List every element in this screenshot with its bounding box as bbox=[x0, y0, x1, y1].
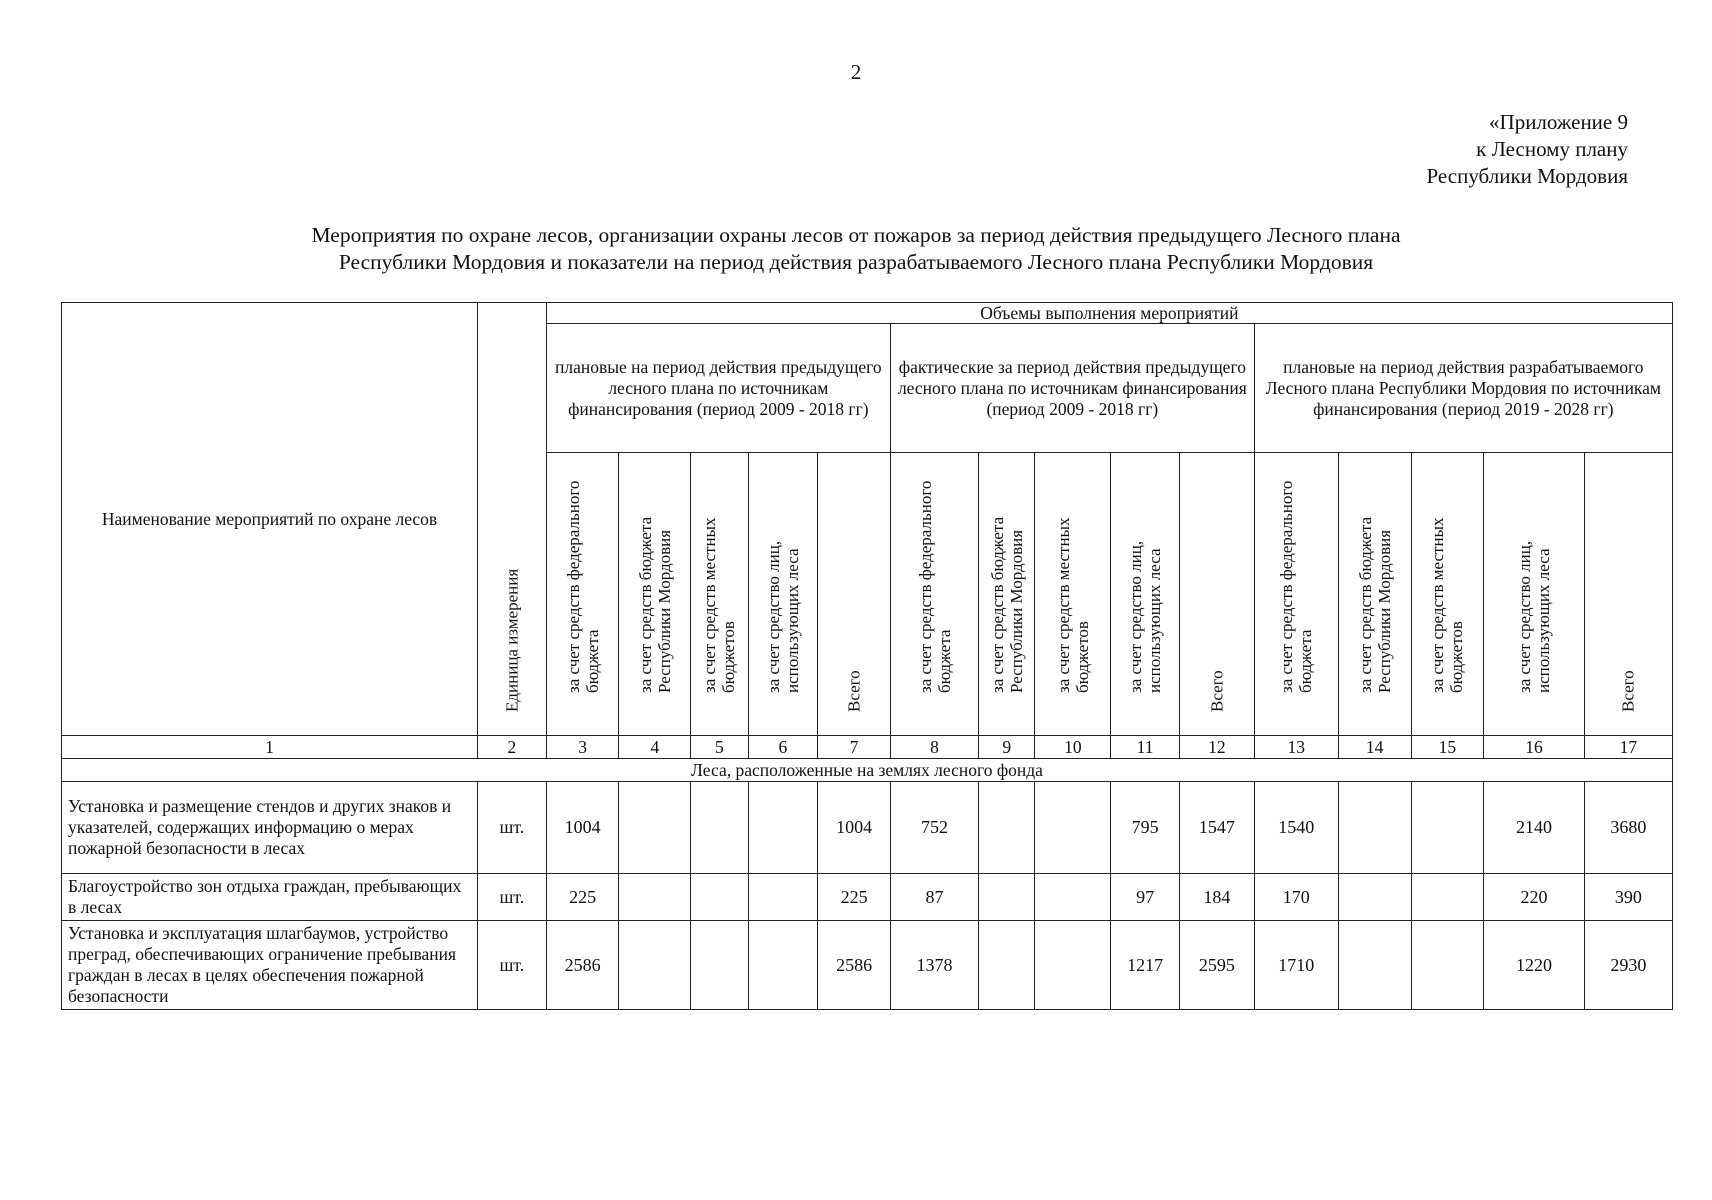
header-subcolumn-line-2: бюджета bbox=[1296, 629, 1316, 693]
header-subcolumn-line-1: Всего bbox=[1207, 670, 1227, 712]
header-volumes: Объемы выполнения мероприятий bbox=[546, 303, 1672, 324]
value-cell: 2930 bbox=[1584, 921, 1672, 1010]
header-subcolumn-line-1: за счет средств федерального bbox=[1277, 480, 1297, 693]
document-title bbox=[0, 222, 1712, 276]
value-cell: 2586 bbox=[546, 921, 619, 1010]
value-cell bbox=[1411, 782, 1484, 874]
header-subcolumn bbox=[691, 453, 748, 736]
appendix-note bbox=[1427, 109, 1628, 190]
measure-unit: шт. bbox=[478, 921, 547, 1010]
header-subcolumn bbox=[619, 453, 691, 736]
header-subcolumn-line-1: за счет средство лиц, bbox=[763, 540, 783, 693]
value-cell: 3680 bbox=[1584, 782, 1672, 874]
header-subcolumn-line-1: Всего bbox=[1618, 670, 1638, 712]
value-cell bbox=[1338, 874, 1411, 921]
header-subcolumn-line-2: бюджетов bbox=[1447, 621, 1467, 693]
header-group-planned-new: плановые на период действия разрабатываемого Лесного плана Республики Мордовия по источникам финансирования (период 2019 - 2028 гг) bbox=[1254, 324, 1672, 453]
header-subcolumn-line-2: бюджета bbox=[582, 629, 602, 693]
header-subcolumn-line-2: использующих леса bbox=[1533, 548, 1553, 693]
header-subcolumn-line-2: Республики Мордовия bbox=[654, 529, 674, 693]
table-row bbox=[62, 782, 1673, 874]
header-subcolumn-line-2: бюджетов bbox=[719, 621, 739, 693]
header-subcolumn bbox=[1411, 453, 1484, 736]
value-cell bbox=[691, 921, 748, 1010]
value-cell: 97 bbox=[1111, 874, 1180, 921]
measure-unit: шт. bbox=[478, 874, 547, 921]
header-subcolumn bbox=[1484, 453, 1584, 736]
header-subcolumn-line-1: за счет средств местных bbox=[1428, 517, 1448, 693]
column-number: 15 bbox=[1411, 736, 1484, 759]
header-measure-name: Наименование мероприятий по охране лесов bbox=[62, 303, 478, 736]
column-number: 9 bbox=[979, 736, 1035, 759]
header-subcolumn bbox=[1254, 453, 1338, 736]
value-cell bbox=[1338, 921, 1411, 1010]
header-unit bbox=[478, 303, 547, 736]
value-cell bbox=[1411, 921, 1484, 1010]
header-subcolumn-line-1: Всего bbox=[844, 670, 864, 712]
column-number: 7 bbox=[818, 736, 891, 759]
value-cell bbox=[691, 782, 748, 874]
header-subcolumn bbox=[1111, 453, 1180, 736]
header-subcolumn-line-2: бюджета bbox=[934, 629, 954, 693]
appendix-line-1: «Приложение 9 bbox=[1489, 110, 1628, 134]
measure-name: Установка и размещение стендов и других знаков и указателей, содержащих информацию о мерах пожарной безопасности в лесах bbox=[62, 782, 478, 874]
header-subcolumn-line-1: за счет средство лиц, bbox=[1126, 540, 1146, 693]
value-cell bbox=[619, 921, 691, 1010]
header-subcolumn-line-1: за счет средств местных bbox=[700, 517, 720, 693]
value-cell: 225 bbox=[546, 874, 619, 921]
header-subcolumn bbox=[890, 453, 978, 736]
value-cell bbox=[1035, 874, 1111, 921]
header-subcolumn bbox=[1338, 453, 1411, 736]
header-subcolumn-line-2: Республики Мордовия bbox=[1374, 529, 1394, 693]
value-cell bbox=[691, 874, 748, 921]
value-cell bbox=[979, 874, 1035, 921]
value-cell: 1547 bbox=[1179, 782, 1254, 874]
value-cell: 220 bbox=[1484, 874, 1584, 921]
measure-name: Благоустройство зон отдыха граждан, пребывающих в лесах bbox=[62, 874, 478, 921]
header-subcolumn bbox=[818, 453, 891, 736]
value-cell bbox=[619, 874, 691, 921]
header-subcolumn bbox=[1179, 453, 1254, 736]
value-cell: 225 bbox=[818, 874, 891, 921]
value-cell: 1004 bbox=[546, 782, 619, 874]
header-unit-label: Единица измерения bbox=[502, 568, 522, 712]
header-subcolumn-line-1: за счет средств бюджета bbox=[987, 516, 1007, 693]
header-subcolumn-line-2: Республики Мордовия bbox=[1006, 529, 1026, 693]
appendix-line-3: Республики Мордовия bbox=[1426, 164, 1628, 188]
value-cell: 1220 bbox=[1484, 921, 1584, 1010]
value-cell: 1004 bbox=[818, 782, 891, 874]
appendix-line-2: к Лесному плану bbox=[1476, 137, 1628, 161]
header-subcolumn-line-2: использующих леса bbox=[1145, 548, 1165, 693]
header-subcolumn-line-1: за счет средств местных bbox=[1053, 517, 1073, 693]
value-cell bbox=[1338, 782, 1411, 874]
value-cell bbox=[748, 782, 818, 874]
value-cell bbox=[1035, 921, 1111, 1010]
value-cell: 2586 bbox=[818, 921, 891, 1010]
value-cell bbox=[1035, 782, 1111, 874]
value-cell bbox=[748, 874, 818, 921]
value-cell: 1217 bbox=[1111, 921, 1180, 1010]
value-cell bbox=[979, 782, 1035, 874]
header-group-planned-previous: плановые на период действия предыдущего лесного плана по источникам финансирования (период 2009 - 2018 гг) bbox=[546, 324, 890, 453]
section-title: Леса, расположенные на землях лесного фонда bbox=[62, 759, 1673, 782]
value-cell: 795 bbox=[1111, 782, 1180, 874]
measure-unit: шт. bbox=[478, 782, 547, 874]
column-number: 12 bbox=[1179, 736, 1254, 759]
value-cell: 2140 bbox=[1484, 782, 1584, 874]
header-subcolumn-line-1: за счет средство лиц, bbox=[1514, 540, 1534, 693]
header-subcolumn bbox=[748, 453, 818, 736]
title-line-1: Мероприятия по охране лесов, организации охраны лесов от пожаров за период действия предыдущего Лесного плана bbox=[311, 223, 1401, 247]
value-cell: 1710 bbox=[1254, 921, 1338, 1010]
column-number: 16 bbox=[1484, 736, 1584, 759]
header-subcolumn bbox=[1035, 453, 1111, 736]
column-number: 13 bbox=[1254, 736, 1338, 759]
column-number: 5 bbox=[691, 736, 748, 759]
column-number: 10 bbox=[1035, 736, 1111, 759]
column-number: 2 bbox=[478, 736, 547, 759]
title-line-2: Республики Мордовия и показатели на период действия разрабатываемого Лесного плана Республики Мордовия bbox=[338, 250, 1374, 274]
header-subcolumn-line-2: использующих леса bbox=[782, 548, 802, 693]
header-group-actual-previous: фактические за период действия предыдущего лесного плана по источникам финансирования (период 2009 - 2018 гг) bbox=[890, 324, 1254, 453]
value-cell: 87 bbox=[890, 874, 978, 921]
header-subcolumn-line-1: за счет средств бюджета bbox=[1355, 516, 1375, 693]
column-number: 1 bbox=[62, 736, 478, 759]
column-number: 11 bbox=[1111, 736, 1180, 759]
measure-name: Установка и эксплуатация шлагбаумов, устройство преград, обеспечивающих ограничение пребывания граждан в лесах в целях обеспечения пожарной безопасности bbox=[62, 921, 478, 1010]
value-cell bbox=[979, 921, 1035, 1010]
value-cell: 1378 bbox=[890, 921, 978, 1010]
page-number: 2 bbox=[850, 60, 862, 84]
value-cell: 2595 bbox=[1179, 921, 1254, 1010]
table-row bbox=[62, 921, 1673, 1010]
value-cell: 184 bbox=[1179, 874, 1254, 921]
header-subcolumn-line-1: за счет средств бюджета bbox=[635, 516, 655, 693]
column-number: 14 bbox=[1338, 736, 1411, 759]
table-row bbox=[62, 874, 1673, 921]
header-subcolumn-line-2: бюджетов bbox=[1072, 621, 1092, 693]
header-subcolumn-line-1: за счет средств федерального bbox=[915, 480, 935, 693]
value-cell bbox=[1411, 874, 1484, 921]
column-number: 4 bbox=[619, 736, 691, 759]
header-subcolumn-line-1: за счет средств федерального bbox=[563, 480, 583, 693]
value-cell: 170 bbox=[1254, 874, 1338, 921]
value-cell: 752 bbox=[890, 782, 978, 874]
value-cell: 390 bbox=[1584, 874, 1672, 921]
column-number: 8 bbox=[890, 736, 978, 759]
value-cell bbox=[748, 921, 818, 1010]
header-subcolumn bbox=[979, 453, 1035, 736]
value-cell bbox=[619, 782, 691, 874]
column-number: 17 bbox=[1584, 736, 1672, 759]
measures-table bbox=[61, 302, 1673, 1010]
value-cell: 1540 bbox=[1254, 782, 1338, 874]
header-subcolumn bbox=[1584, 453, 1672, 736]
column-number: 3 bbox=[546, 736, 619, 759]
header-subcolumn bbox=[546, 453, 619, 736]
column-number: 6 bbox=[748, 736, 818, 759]
